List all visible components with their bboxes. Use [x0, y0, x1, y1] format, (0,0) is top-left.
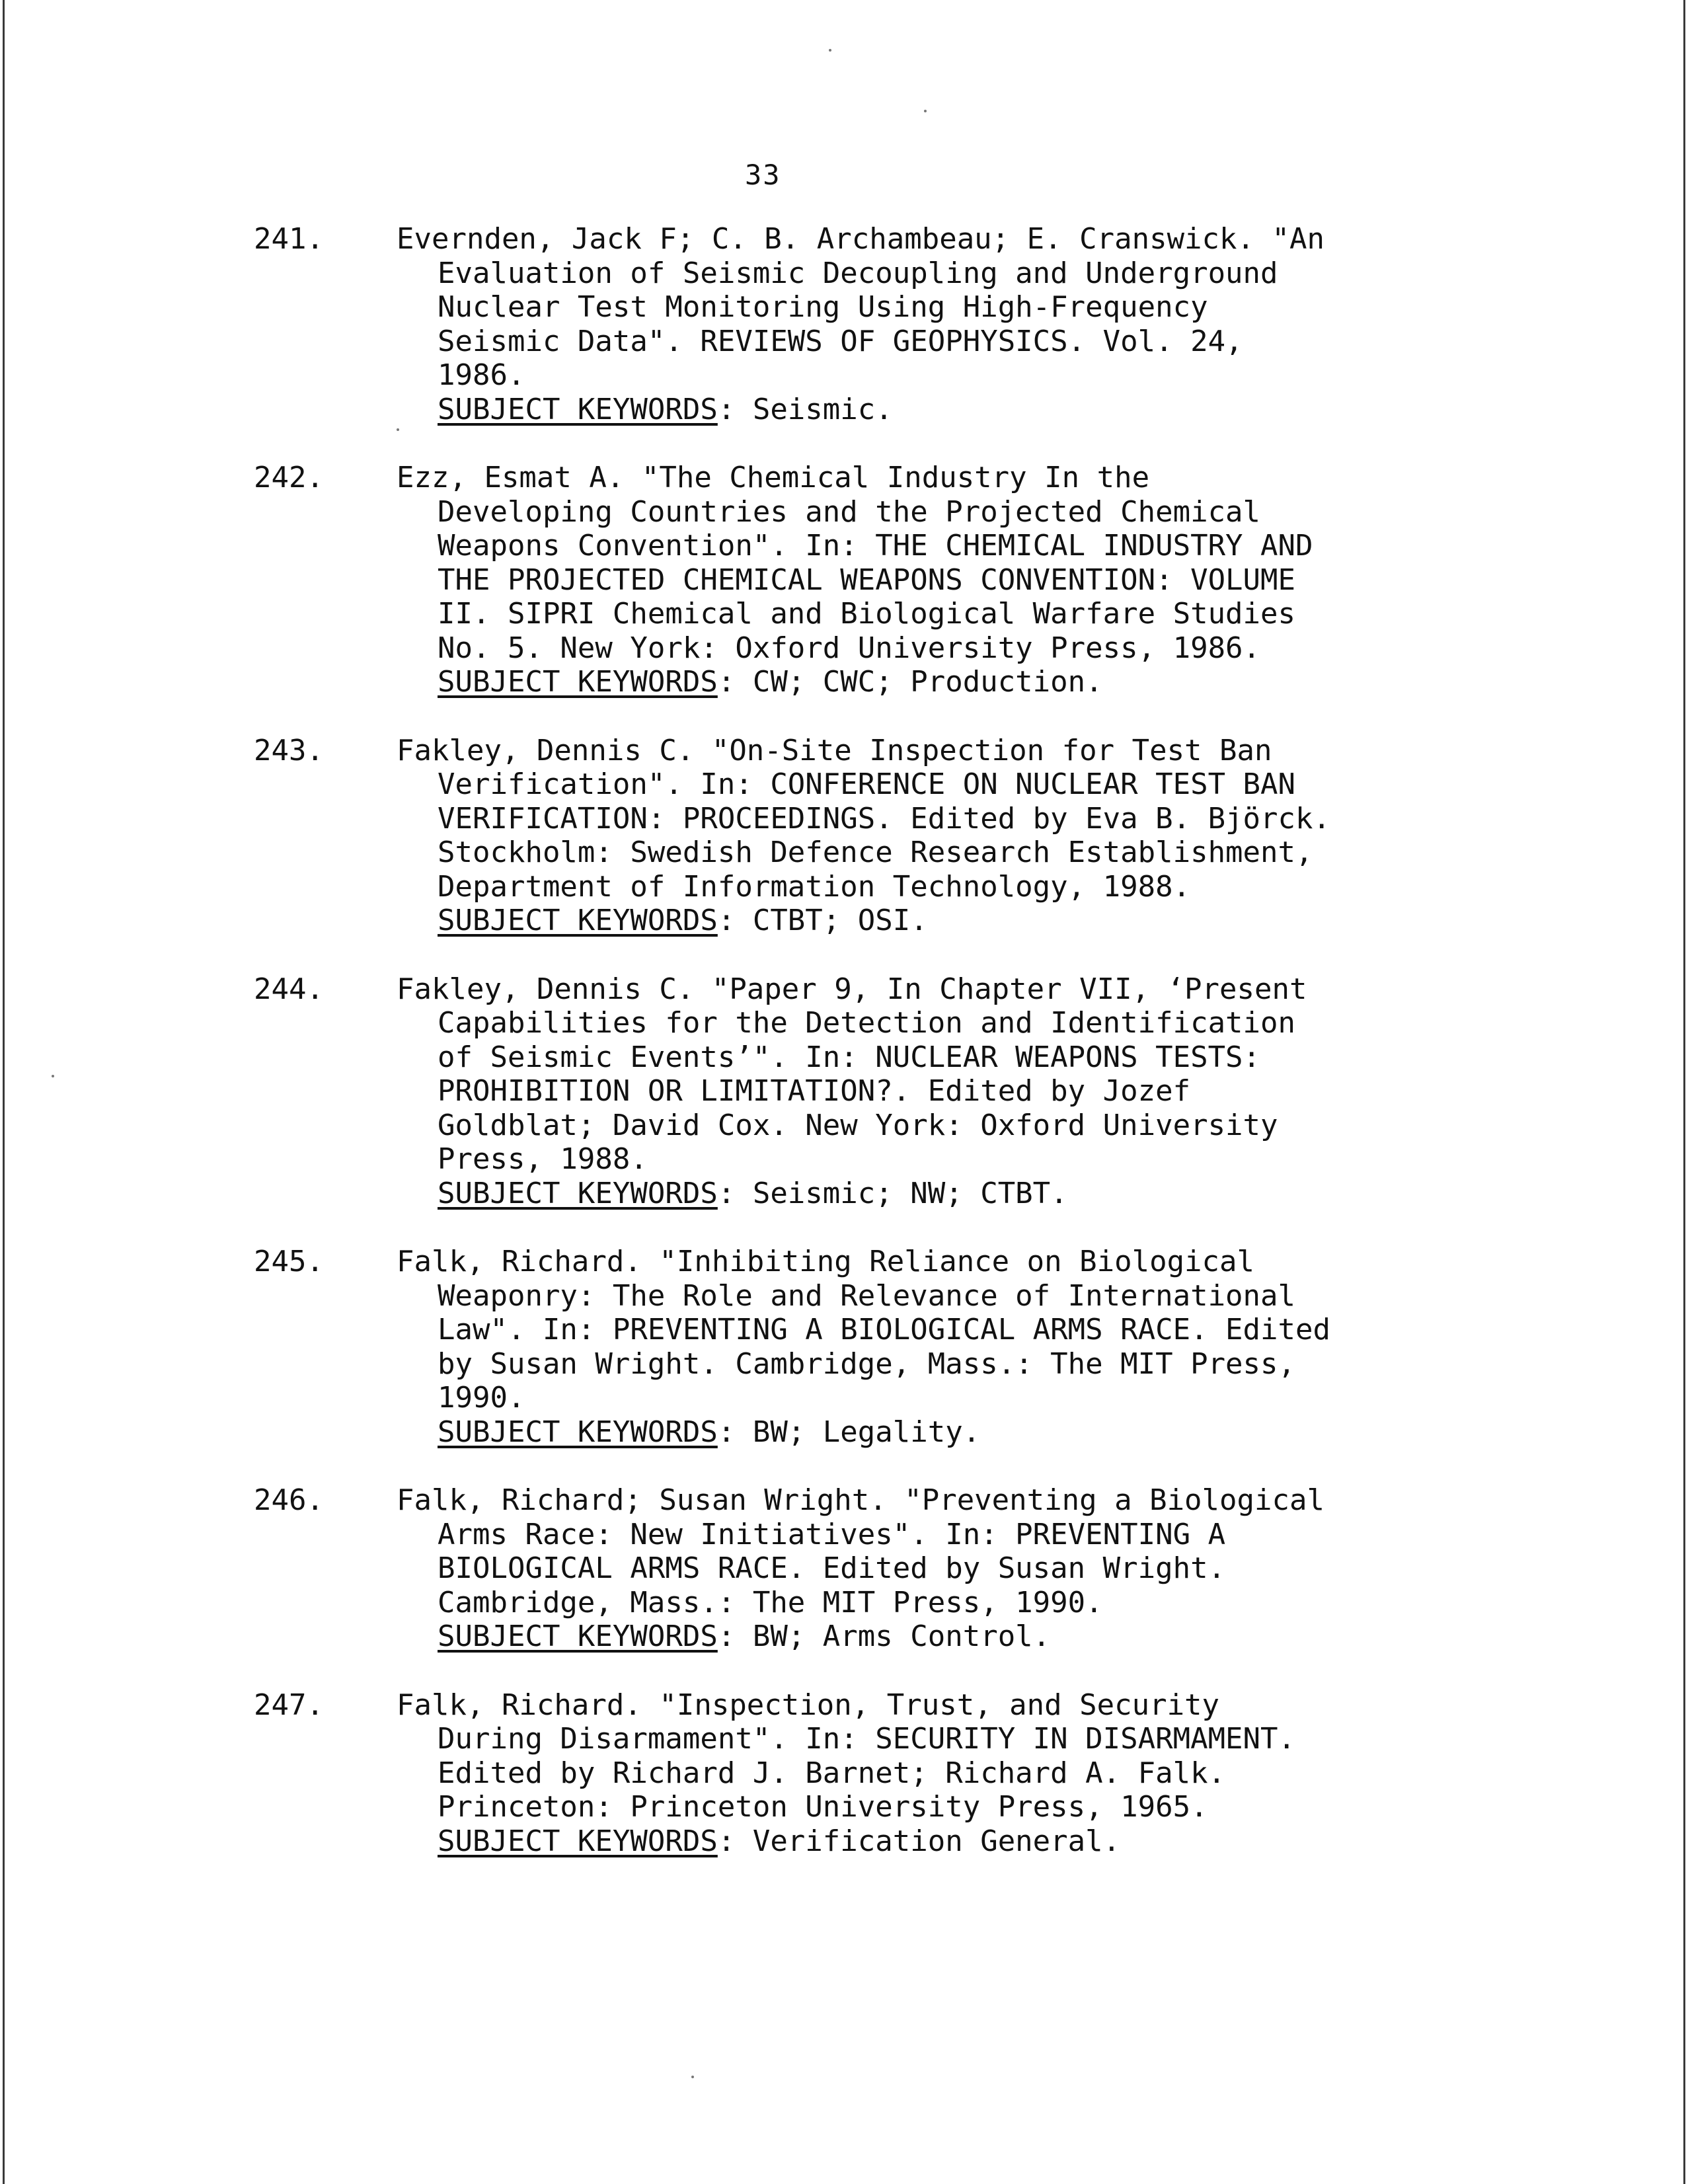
subject-keywords-value: : BW; Legality.	[717, 1415, 981, 1449]
entry-citation	[397, 1688, 1510, 1824]
page-number: 33	[745, 159, 781, 191]
citation-line: Press, 1988.	[438, 1142, 648, 1176]
citation-line: Weaponry: The Role and Relevance of International	[438, 1278, 1296, 1313]
citation-line: BIOLOGICAL ARMS RACE. Edited by Susan Wright.	[438, 1551, 1226, 1585]
subject-keywords-value: : Verification General.	[717, 1824, 1121, 1858]
entry-citation	[397, 1245, 1510, 1415]
entry-number: 245.	[254, 1245, 324, 1278]
subject-keywords	[397, 1824, 1510, 1859]
citation-line: Goldblat; David Cox. New York: Oxford University	[438, 1108, 1278, 1142]
scan-speck	[924, 110, 927, 112]
citation-line: Arms Race: New Initiatives". In: PREVENTING A	[438, 1517, 1226, 1551]
citation-line: Princeton: Princeton University Press, 1965.	[438, 1790, 1208, 1824]
citation-line: During Disarmament". In: SECURITY IN DISARMAMENT.	[438, 1722, 1296, 1756]
citation-line: 1986.	[438, 358, 525, 392]
citation-line: Falk, Richard; Susan Wright. "Preventing a Biological	[397, 1483, 1324, 1517]
subject-keywords	[397, 904, 1510, 938]
subject-keywords	[397, 665, 1510, 699]
entry-number: 244.	[254, 972, 324, 1006]
bibliography-entry	[254, 1245, 1510, 1449]
subject-keywords-label: SUBJECT KEYWORDS	[438, 665, 718, 699]
subject-keywords-label: SUBJECT KEYWORDS	[438, 1415, 718, 1449]
citation-line: Fakley, Dennis C. "Paper 9, In Chapter VII, ‘Present	[397, 972, 1307, 1006]
citation-line: by Susan Wright. Cambridge, Mass.: The MIT Press,	[438, 1346, 1296, 1381]
citation-line: VERIFICATION: PROCEEDINGS. Edited by Eva B. Björck.	[438, 801, 1331, 836]
bibliography-entry	[254, 461, 1510, 699]
entry-citation	[397, 461, 1510, 665]
citation-line: Nuclear Test Monitoring Using High-Frequency	[438, 290, 1208, 324]
citation-line: Capabilities for the Detection and Identification	[438, 1006, 1296, 1040]
entry-citation	[397, 734, 1510, 904]
citation-line: Seismic Data". REVIEWS OF GEOPHYSICS. Vol. 24,	[438, 324, 1243, 358]
bibliography-entry	[254, 734, 1510, 938]
bibliography-entry	[254, 1483, 1510, 1654]
entry-number: 247.	[254, 1688, 324, 1722]
entry-number: 241.	[254, 222, 324, 256]
subject-keywords-label: SUBJECT KEYWORDS	[438, 1619, 718, 1653]
citation-line: Edited by Richard J. Barnet; Richard A. Falk.	[438, 1756, 1226, 1790]
citation-line: Verification". In: CONFERENCE ON NUCLEAR TEST BAN	[438, 767, 1296, 801]
subject-keywords-label: SUBJECT KEYWORDS	[438, 904, 718, 937]
scan-speck	[829, 49, 831, 52]
citation-line: Weapons Convention". In: THE CHEMICAL INDUSTRY AND	[438, 529, 1313, 563]
subject-keywords-label: SUBJECT KEYWORDS	[438, 392, 718, 426]
bibliography-list	[254, 222, 1510, 1892]
entry-citation	[397, 222, 1510, 393]
entry-number: 242.	[254, 461, 324, 494]
citation-line: Law". In: PREVENTING A BIOLOGICAL ARMS RACE. Edited	[438, 1313, 1331, 1346]
citation-line: Fakley, Dennis C. "On-Site Inspection for Test Ban	[397, 733, 1272, 767]
entry-citation	[397, 972, 1510, 1177]
subject-keywords-value: : CTBT; OSI.	[717, 904, 928, 937]
subject-keywords	[397, 1177, 1510, 1211]
citation-line: Ezz, Esmat A. "The Chemical Industry In the	[397, 461, 1150, 494]
citation-line: PROHIBITION OR LIMITATION?. Edited by Jozef	[438, 1074, 1191, 1108]
subject-keywords	[397, 1415, 1510, 1450]
citation-line: 1990.	[438, 1381, 525, 1415]
bibliography-entry	[254, 222, 1510, 426]
citation-line: Cambridge, Mass.: The MIT Press, 1990.	[438, 1585, 1103, 1619]
scan-speck	[691, 2076, 694, 2078]
citation-line: THE PROJECTED CHEMICAL WEAPONS CONVENTION: VOLUME	[438, 563, 1296, 597]
citation-line: II. SIPRI Chemical and Biological Warfare Studies	[438, 597, 1296, 631]
subject-keywords-value: : BW; Arms Control.	[717, 1619, 1051, 1653]
citation-line: of Seismic Events’". In: NUCLEAR WEAPONS TESTS:	[438, 1040, 1261, 1074]
entry-citation	[397, 1483, 1510, 1619]
subject-keywords-label: SUBJECT KEYWORDS	[438, 1824, 718, 1858]
page-edge-left	[3, 0, 5, 2184]
subject-keywords-value: : Seismic; NW; CTBT.	[717, 1176, 1068, 1210]
subject-keywords-value: : CW; CWC; Production.	[717, 665, 1103, 699]
citation-line: No. 5. New York: Oxford University Press, 1986.	[438, 631, 1261, 665]
subject-keywords-value: : Seismic.	[717, 392, 893, 426]
citation-line: Stockholm: Swedish Defence Research Establishment,	[438, 836, 1313, 869]
citation-line: Evernden, Jack F; C. B. Archambeau; E. Cranswick. "An	[397, 222, 1324, 256]
scan-speck	[52, 1075, 54, 1077]
bibliography-entry	[254, 1688, 1510, 1859]
citation-line: Developing Countries and the Projected Chemical	[438, 494, 1261, 529]
page-edge-right	[1683, 0, 1685, 2184]
bibliography-entry	[254, 972, 1510, 1211]
citation-line: Falk, Richard. "Inspection, Trust, and Security	[397, 1688, 1220, 1722]
subject-keywords	[397, 1619, 1510, 1654]
subject-keywords-label: SUBJECT KEYWORDS	[438, 1176, 718, 1210]
citation-line: Department of Information Technology, 1988.	[438, 869, 1191, 904]
entry-number: 243.	[254, 733, 324, 767]
subject-keywords	[397, 393, 1510, 427]
entry-number: 246.	[254, 1483, 324, 1517]
citation-line: Falk, Richard. "Inhibiting Reliance on Biological	[397, 1245, 1255, 1278]
citation-line: Evaluation of Seismic Decoupling and Underground	[438, 256, 1278, 290]
